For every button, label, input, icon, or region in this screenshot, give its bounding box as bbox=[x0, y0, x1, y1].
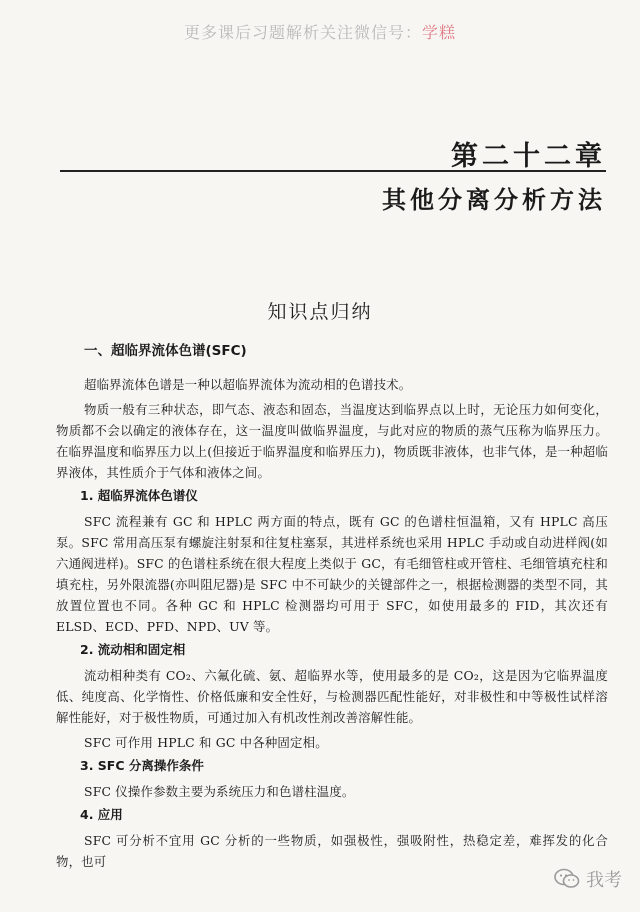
watermark-text: 我考 bbox=[586, 870, 622, 891]
chapter-rule bbox=[60, 170, 606, 172]
chapter-number: 第二十二章 bbox=[451, 141, 606, 172]
paragraph-intro-2: 物质一般有三种状态，即气态、液态和固态，当温度达到临界点以上时，无论压力如何变化，物质都不会以确定的液体存在，这一温度叫做临界温度，与此对应的物质的蒸气压称为临界压力。在临界温度和临界压力以上(但接近于临界温度和临界压力)，物质既非液体，也非气体，是一种超临界液体，其性质介于气体和液体之间。 bbox=[56, 402, 608, 480]
subheading-phases: 2. 流动相和固定相 bbox=[80, 642, 186, 657]
wechat-icon bbox=[554, 868, 580, 890]
subheading-conditions: 3. SFC 分离操作条件 bbox=[80, 758, 204, 773]
paragraph-intro-1: 超临界流体色谱是一种以超临界流体为流动相的色谱技术。 bbox=[84, 377, 412, 392]
chapter-title: 其他分离分析方法 bbox=[382, 186, 606, 214]
paragraph-instrument: SFC 流程兼有 GC 和 HPLC 两方面的特点，既有 GC 的色谱柱恒温箱，又有 HPLC 高压泵。SFC 常用高压泵有螺旋注射泵和往复柱塞泵，其进样系统也采用 HPLC 手动或自动进样阀(如六通阀进样)。SFC 的色谱柱系统在很大程度上类似于 GC，有毛细管柱或开管柱、毛细管填充柱和填充柱，另外限流器(亦叫阻尼器)是 SFC 中不可缺少的关键部件之一，根据检测器的类型不同，其放置位置也不同。各种 GC 和 HPLC 检测器均可用于 SFC，如使用最多的 FID，其次还有 ELSD、ECD、PFD、NPD、UV 等。 bbox=[56, 514, 608, 634]
section-title: 知识点归纳 bbox=[267, 301, 373, 323]
watermark bbox=[554, 866, 622, 892]
paragraph-application: SFC 可分析不宜用 GC 分析的一些物质，如强极性，强吸附性，热稳定差，难挥发的化合物，也可 bbox=[56, 833, 608, 869]
page-content bbox=[56, 342, 608, 876]
promo-brand: 学糕 bbox=[422, 23, 457, 42]
promo-text: 更多课后习题解析关注微信号： bbox=[183, 23, 422, 42]
paragraph-mobile-phase: 流动相种类有 CO₂、六氟化硫、氨、超临界水等，使用最多的是 CO₂，这是因为它临界温度低、纯度高、化学惰性、价格低廉和安全性好，与检测器匹配性能好，对非极性和中等极性试样溶解性能好，对于极性物质，可通过加入有机改性剂改善溶解性能。 bbox=[56, 668, 608, 725]
subheading-application: 4. 应用 bbox=[80, 807, 123, 822]
promo-header bbox=[0, 20, 640, 43]
subheading-instrument: 1. 超临界流体色谱仪 bbox=[80, 488, 198, 503]
paragraph-conditions: SFC 仪操作参数主要为系统压力和色谱柱温度。 bbox=[84, 784, 355, 799]
paragraph-stationary-phase: SFC 可作用 HPLC 和 GC 中各种固定相。 bbox=[84, 735, 328, 750]
heading-sfc: 一、超临界流体色谱(SFC) bbox=[84, 343, 247, 359]
